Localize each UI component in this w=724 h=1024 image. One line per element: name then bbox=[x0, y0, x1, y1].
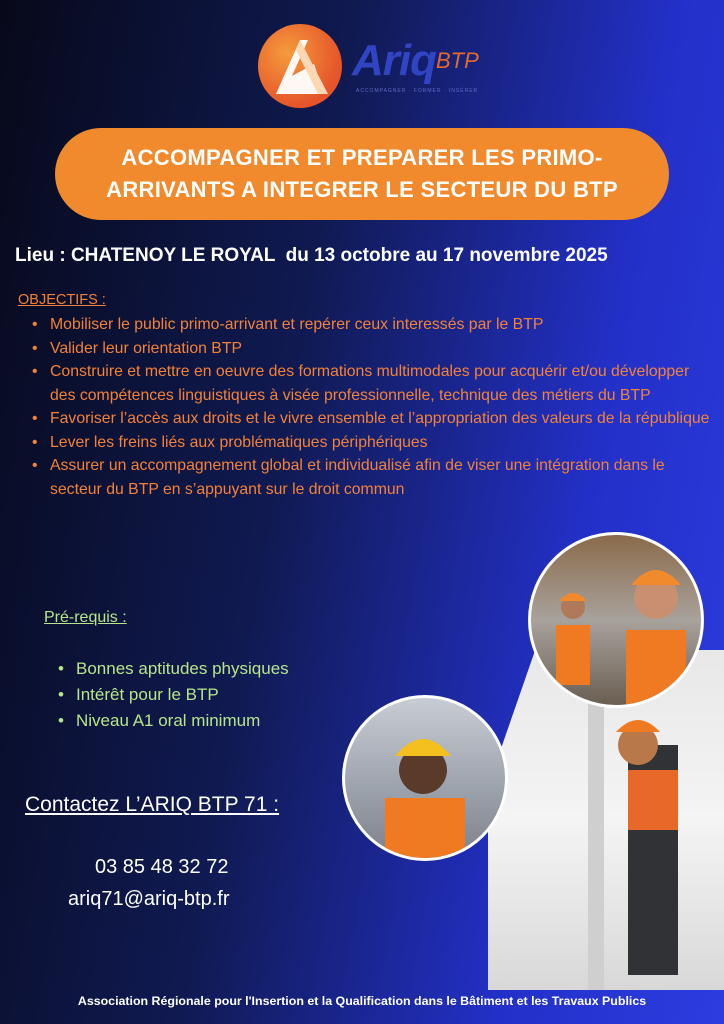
objective-item: • Mobiliser le public primo-arrivant et repérer ceux interessés par le BTP bbox=[32, 313, 716, 337]
logo-tagline: ACCOMPAGNER · FORMER · INSÉRER bbox=[356, 88, 479, 94]
ariq-logo-mark-icon bbox=[258, 24, 342, 108]
title-banner bbox=[55, 128, 669, 220]
prerequisites-list bbox=[58, 656, 289, 734]
objective-item: • Favoriser l’accès aux droits et le vivre ensemble et l’appropriation des valeurs de la république bbox=[32, 407, 716, 431]
contact-email[interactable]: ariq71@ariq-btp.fr bbox=[68, 888, 230, 910]
objective-item: • Construire et mettre en oeuvre des formations multimodales pour acquérir et/ou développer des compétences linguistiques à visée professionnelle, technique des métiers du BTP bbox=[32, 360, 716, 407]
smiling-worker-photo bbox=[342, 695, 508, 861]
objective-item: • Assurer un accompagnement global et individualisé afin de viser une intégration dans le secteur du BTP en s’appuyant sur le droit commun bbox=[32, 454, 716, 501]
logo-wordmark: Ariq bbox=[352, 36, 436, 85]
contact-heading: Contactez L’ARIQ BTP 71 : bbox=[25, 793, 280, 816]
objectives-list bbox=[32, 313, 716, 501]
prerequisites-heading: Pré-requis : bbox=[44, 609, 127, 626]
title-line-1: ACCOMPAGNER ET PREPARER LES PRIMO- bbox=[121, 145, 603, 171]
objective-item: • Valider leur orientation BTP bbox=[32, 337, 716, 361]
contact-phone[interactable]: 03 85 48 32 72 bbox=[95, 856, 229, 878]
objectives-heading: OBJECTIFS : bbox=[18, 292, 106, 308]
prerequisite-item: • Intérêt pour le BTP bbox=[58, 682, 289, 708]
prerequisite-item: • Niveau A1 oral minimum bbox=[58, 708, 289, 734]
logo-suffix: BTP bbox=[436, 48, 479, 73]
footer-association-name: Association Régionale pour l'Insertion et la Qualification dans le Bâtiment et les Travaux Publics bbox=[77, 994, 647, 1008]
location-dates: Lieu : CHATENOY LE ROYAL du 13 octobre au 17 novembre 2025 bbox=[15, 245, 608, 266]
prerequisite-item: • Bonnes aptitudes physiques bbox=[58, 656, 289, 682]
workers-group-photo bbox=[528, 532, 704, 708]
objective-item: • Lever les freins liés aux problématiques périphériques bbox=[32, 431, 716, 455]
title-line-2: ARRIVANTS A INTEGRER LE SECTEUR DU BTP bbox=[106, 177, 618, 202]
